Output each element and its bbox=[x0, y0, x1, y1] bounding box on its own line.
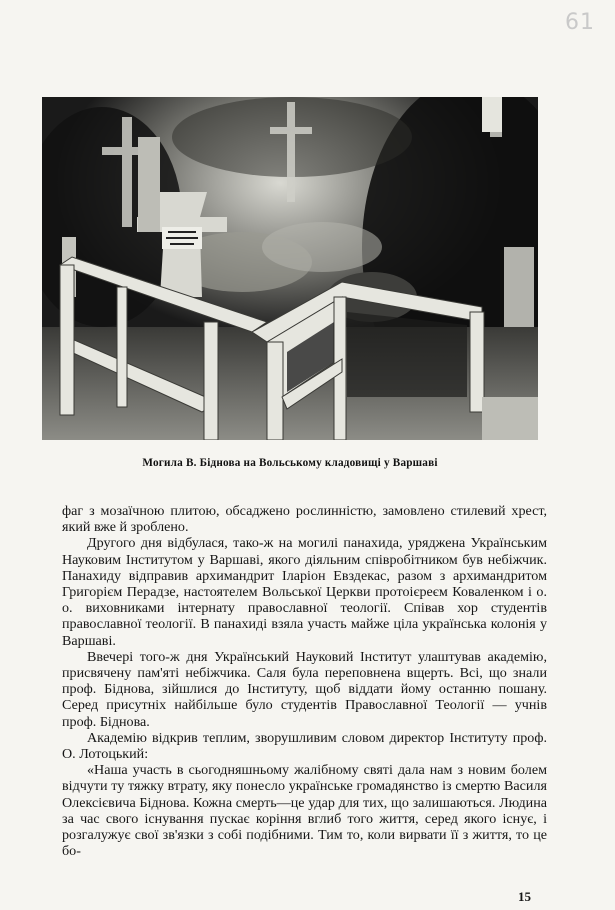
grave-photo-illustration bbox=[42, 97, 538, 440]
article-body bbox=[62, 503, 547, 859]
paragraph-3: Ввечері того-ж дня Український Науковий Інститут улаштував академію, присвячену пам'яті небіжчика. Саля була переповнена вщерть. Всі, що знали проф. Біднова, зійшлися до Інституту, щоб віддати йому останню пошану. Серед присутніх найбільше було студентів Православної Теології — учнів проф. Біднова. bbox=[62, 648, 547, 730]
page-mark-handwritten: 61 bbox=[565, 10, 595, 35]
paragraph-4: Академію відкрив теплим, зворушливим словом директор Інституту проф. О. Лотоцький: bbox=[62, 729, 547, 763]
page-number: 15 bbox=[518, 889, 531, 904]
grave-photograph bbox=[42, 97, 538, 440]
paragraph-5: «Наша участь в сьогодняшньому жалібному святі дала нам з новим болем відчути ту тяжку втрату, яку понесло українське громадянство із смертю Василя Олексієвича Біднова. Кожна смерть—це удар для тих, що залишаються. Людина за час свого існування пускає коріння вглиб того життя, серед якого існує, і розгалужує свої зв'язки з собі подібними. Тим то, коли вирвати її з життя, то це бо- bbox=[62, 762, 547, 860]
paragraph-2: Другого дня відбулася, тако-ж на могилі панахида, уряджена Українським Науковим Інститутом у Варшаві, якого діяльним співробітником був небіжчик. Панахиду відправив архимандрит Іларіон Евздекас, разом з архимандритом Григорієм Перадзе, настоятелем Вольської Церкви протоієреєм Коваленком і о. о. виховниками інтернату православної теології. Співав хор студентів православної теології. В панахиді взяла участь майже ціла українська колонія у Варшаві. bbox=[62, 535, 547, 649]
paragraph-1: фаг з мозаїчною плитою, обсаджено рослинністю, замовлено стилевий хрест, який вже й зроблено. bbox=[62, 503, 547, 536]
photo-caption: Могила В. Біднова на Вольському кладовищі у Варшаві bbox=[142, 457, 438, 469]
